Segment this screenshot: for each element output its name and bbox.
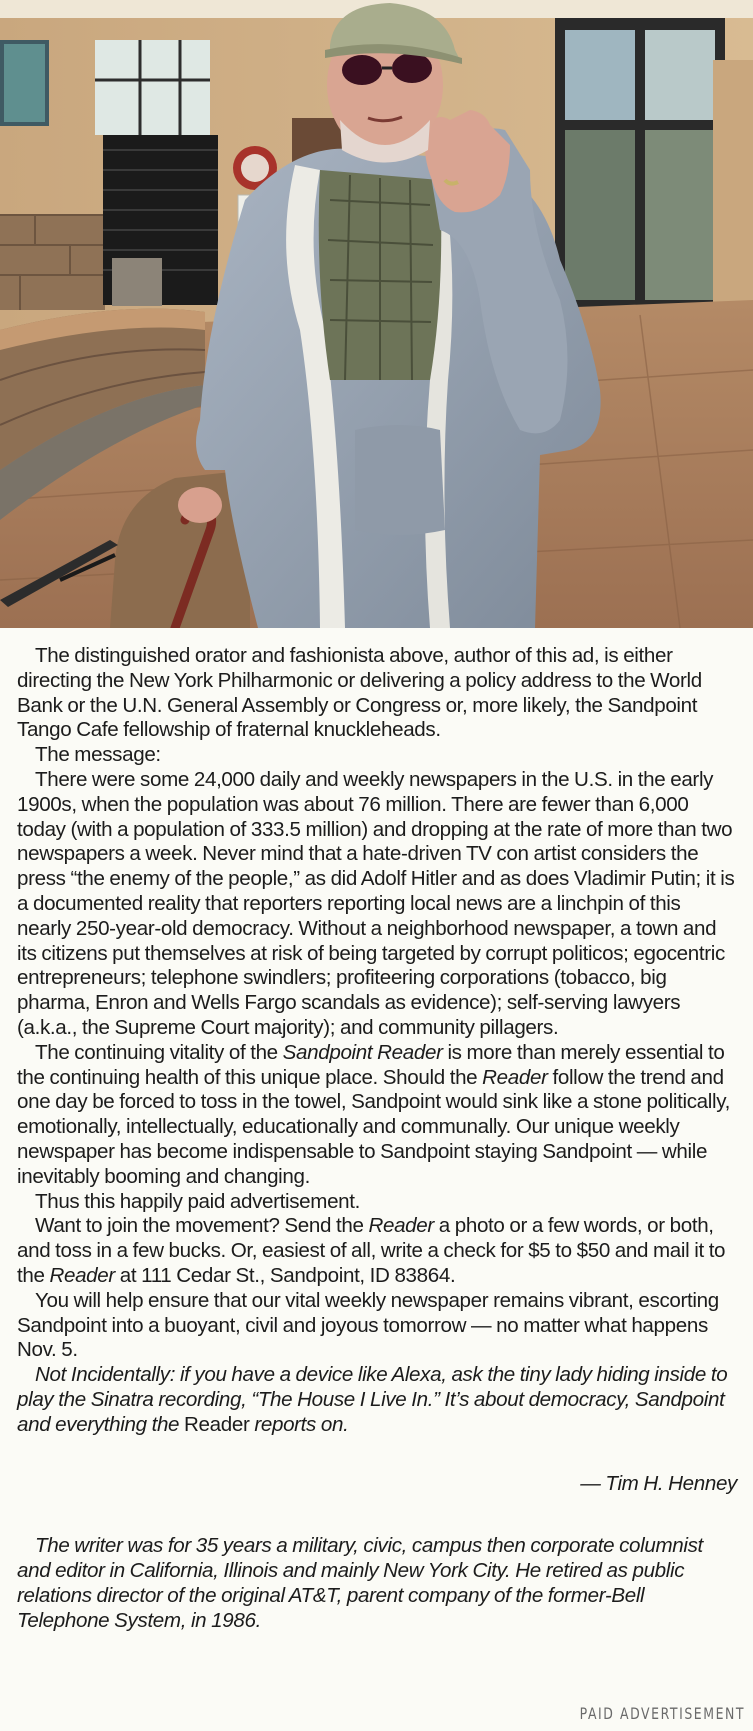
publication-name: Reader (49, 1263, 115, 1287)
text-span: is more than merely essential to the continuing health of this unique place. Should the (17, 1040, 725, 1089)
photo-illustration (0, 0, 753, 628)
author-bio: The writer was for 35 years a military, civic, campus then corporate columnist and editor in California, Illinois and mainly New York City. He retired as public relations director of the original AT&T, parent company of the former-Bell Telephone System, in 1986. (17, 1534, 703, 1632)
text-span: reports on. (249, 1412, 349, 1436)
publication-name: Reader (184, 1412, 250, 1436)
ad-body (17, 644, 739, 1633)
paragraph-ensure: You will help ensure that our vital weekly newspaper remains vibrant, escorting Sandpoint into a buoyant, civil and joyous tomorrow — no matter what happens Nov. 5. (17, 1288, 719, 1362)
text-span: The continuing vitality of the (35, 1040, 283, 1064)
text-span: at 111 Cedar St., Sandpoint, ID 83864. (114, 1263, 456, 1287)
publication-name: Reader (482, 1065, 548, 1089)
author-signature: — Tim H. Henney (580, 1471, 737, 1495)
paid-advertisement-label: PAID ADVERTISEMENT (579, 1704, 745, 1723)
text-span: Want to join the movement? Send the (35, 1214, 369, 1238)
paragraph-join (17, 1214, 739, 1288)
text-span: a photo or a few words, or both, and toss in a few bucks. Or, easiest of all, write a check for $5 to $50 and mail it to the (17, 1214, 726, 1287)
paragraph-paid-ad: Thus this happily paid advertisement. (35, 1189, 361, 1213)
paragraph-message-label: The message: (35, 743, 161, 767)
text-span: Not Incidentally: if you have a device like Alexa, ask the tiny lady hiding inside to play the Sinatra recording, “The House I Live In.” It’s about democracy, Sandpoint and everything the (17, 1363, 728, 1436)
paragraph-intro: The distinguished orator and fashionista above, author of this ad, is either directing the New York Philharmonic or delivering a policy address to the World Bank or the U.N. General Assembly or Congress or, more likely, the Sandpoint Tango Cafe fellowship of fraternal knuckleheads. (17, 644, 702, 742)
publication-name: Sandpoint Reader (282, 1040, 443, 1064)
text-span: follow the trend and one day be forced to toss in the towel, Sandpoint would sink like a stone politically, emotionally, intellectually, educationally and communally. Our unique weekly newspaper has become indispensable to Sandpoint staying Sandpoint — while inevitably booming and changing. (17, 1065, 730, 1188)
hero-photo (0, 0, 753, 628)
paragraph-newspaper-stats: There were some 24,000 daily and weekly newspapers in the U.S. in the early 1900s, when the population was about 76 million. There are fewer than 6,000 today (with a population of 333.5 million) and dropping at the rate of more than two newspapers a week. Never mind that a hate-driven TV con artist considers the press “the enemy of the people,” as did Adolf Hitler and as does Vladimir Putin; it is a documented reality that reporters reporting local news are a linchpin of this nearly 250-year-old democracy. Without a neighborhood newspaper, a town and its citizens put themselves at risk of being targeted by corrupt politicos; egocentric entrepreneurs; telephone swindlers; profiteering corporations (tobacco, big pharma, Enron and Wells Fargo scandals as evidence); self-serving lawyers (a.k.a., the Supreme Court majority); and community pillagers. (17, 767, 735, 1039)
paragraph-reader-vitality (17, 1041, 739, 1190)
paragraph-not-incidentally (17, 1363, 739, 1437)
publication-name: Reader (368, 1214, 434, 1238)
